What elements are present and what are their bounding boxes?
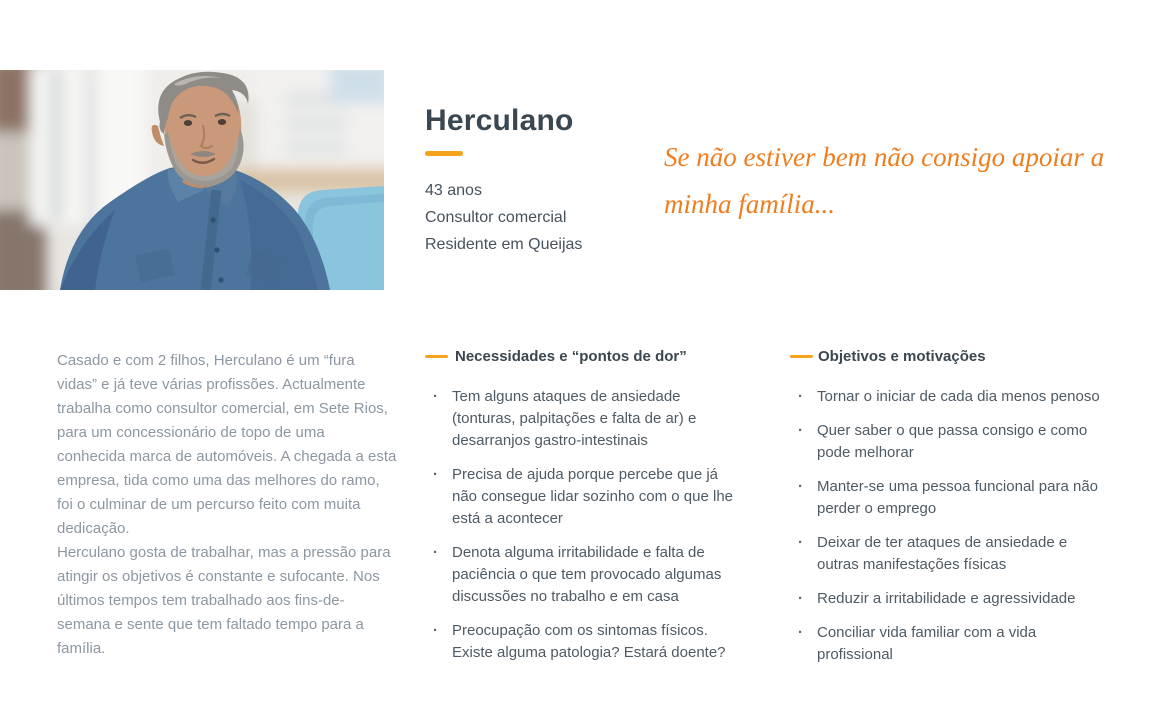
name-underline-accent bbox=[425, 151, 463, 156]
persona-photo-illustration bbox=[0, 70, 384, 290]
needs-item: · Denota alguma irritabilidade e falta de paciência o que tem provocado algumas discussões no trabalho e em casa bbox=[425, 542, 743, 608]
persona-quote bbox=[664, 134, 1144, 228]
needs-item: · Preocupação com os sintomas físicos. Existe alguma patologia? Estará doente? bbox=[425, 620, 743, 664]
needs-item: · Precisa de ajuda porque percebe que já não consegue lidar sozinho com o que lhe está a acontecer bbox=[425, 464, 743, 530]
needs-title: Necessidades e “pontos de dor” bbox=[455, 348, 687, 365]
quote-line-2: minha família... bbox=[664, 189, 836, 219]
needs-list bbox=[425, 386, 743, 664]
goals-item: · Tornar o iniciar de cada dia menos penoso bbox=[790, 386, 1108, 408]
accent-dash-icon bbox=[790, 355, 813, 358]
goals-title: Objetivos e motivações bbox=[818, 348, 986, 365]
persona-details bbox=[425, 177, 582, 258]
goals-header bbox=[790, 348, 1108, 365]
goals-item: · Deixar de ter ataques de ansiedade e outras manifestações físicas bbox=[790, 532, 1108, 576]
persona-photo bbox=[0, 70, 384, 290]
goals-item: · Manter-se uma pessoa funcional para não perder o emprego bbox=[790, 476, 1108, 520]
goals-item: · Quer saber o que passa consigo e como pode melhorar bbox=[790, 420, 1108, 464]
needs-header bbox=[425, 348, 743, 365]
quote-line-1: Se não estiver bem não consigo apoiar a bbox=[664, 142, 1105, 172]
persona-bio bbox=[57, 349, 397, 661]
goals-item: · Conciliar vida familiar com a vida profissional bbox=[790, 622, 1108, 666]
persona-age: 43 anos bbox=[425, 182, 482, 199]
bio-paragraph-1: Casado e com 2 filhos, Herculano é um “fura vidas” e já teve várias profissões. Actualmente trabalha como consultor comercial, em Sete Rios, para um concessionário de topo de uma conhecida marca de automóveis. A chegada a esta empresa, tida como uma das melhores do ramo, foi o culminar de um percurso feito com muita dedicação. bbox=[57, 352, 397, 537]
goals-section bbox=[790, 348, 1108, 678]
persona-residence: Residente em Queijas bbox=[425, 236, 583, 253]
persona-name: Herculano bbox=[425, 104, 574, 137]
accent-dash-icon bbox=[425, 355, 448, 358]
bio-paragraph-2: Herculano gosta de trabalhar, mas a pressão para atingir os objetivos é constante e sufocante. Nos últimos tempos tem trabalhado aos fins-de-semana e sente que tem faltado tempo para a família. bbox=[57, 544, 391, 657]
goals-item: · Reduzir a irritabilidade e agressividade bbox=[790, 588, 1108, 610]
goals-list bbox=[790, 386, 1108, 666]
needs-item: · Tem alguns ataques de ansiedade (tonturas, palpitações e falta de ar) e desarranjos gastro-intestinais bbox=[425, 386, 743, 452]
persona-occupation: Consultor comercial bbox=[425, 209, 567, 226]
needs-section bbox=[425, 348, 743, 676]
